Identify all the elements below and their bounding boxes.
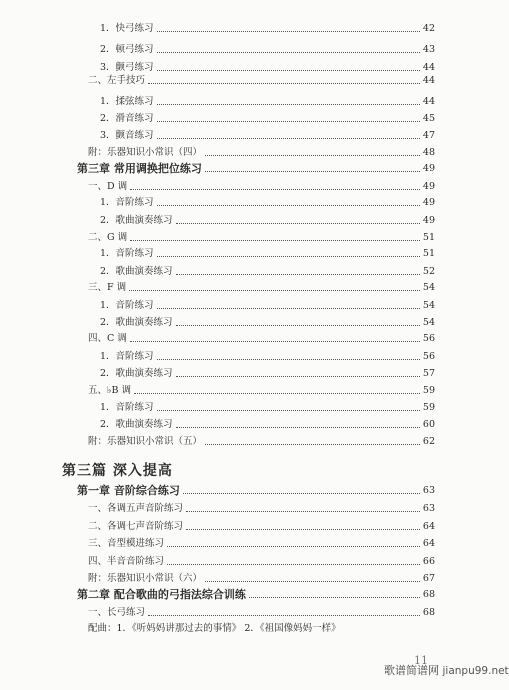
toc-entry-label: 附：乐器知识小常识（五） bbox=[88, 436, 203, 447]
toc-entry-page: 48 bbox=[422, 147, 435, 158]
dot-leader bbox=[157, 31, 420, 32]
toc-entry-page: 49 bbox=[422, 181, 435, 192]
watermark-name: 歌谱简谱网 bbox=[384, 664, 439, 677]
toc-entry[interactable] bbox=[100, 40, 435, 56]
watermark-url: jianpu99.net bbox=[442, 665, 509, 677]
toc-entry-page: 56 bbox=[422, 351, 435, 362]
toc-entry-label: 1．音阶练习 bbox=[100, 402, 154, 413]
toc-entry-label: 2．歌曲演奏练习 bbox=[100, 368, 173, 379]
toc-entry-label: 第三章 常用调换把位练习 bbox=[77, 162, 202, 175]
toc-entry-label: 2．歌曲演奏练习 bbox=[100, 215, 173, 226]
toc-entry[interactable] bbox=[88, 569, 435, 585]
toc-entry-page: 67 bbox=[422, 573, 435, 584]
toc-entry-label: 四、C 调 bbox=[88, 333, 127, 344]
toc-entry-page: 45 bbox=[422, 113, 435, 124]
toc-entry[interactable] bbox=[100, 398, 435, 414]
dot-leader bbox=[176, 376, 420, 377]
dot-leader bbox=[129, 290, 420, 291]
toc-entry-page: 54 bbox=[422, 317, 435, 328]
toc-entry-page: 68 bbox=[422, 607, 435, 618]
toc-entry-label: 二、G 调 bbox=[88, 232, 128, 243]
toc-entry[interactable] bbox=[88, 177, 435, 193]
toc-entry-label: 四、半音音阶练习 bbox=[88, 556, 165, 567]
toc-entry-label: 2．歌曲演奏练习 bbox=[100, 266, 173, 277]
toc-entry[interactable] bbox=[100, 92, 435, 108]
toc-entry-label: 第一章 音阶综合练习 bbox=[77, 484, 180, 497]
watermark bbox=[384, 662, 509, 678]
toc-entry-page: 60 bbox=[422, 419, 435, 430]
toc-entry-page: 44 bbox=[422, 75, 435, 86]
dot-leader bbox=[157, 121, 420, 122]
dot-leader bbox=[148, 615, 420, 616]
toc-entry[interactable] bbox=[100, 19, 435, 35]
toc-entry[interactable] bbox=[88, 534, 435, 550]
toc-entry-page: 63 bbox=[422, 485, 435, 496]
toc-chapter-entry[interactable] bbox=[77, 585, 435, 601]
toc-entry-label: 三、F 调 bbox=[88, 282, 127, 293]
dot-leader bbox=[205, 155, 420, 156]
dot-leader bbox=[130, 341, 420, 342]
dot-leader bbox=[157, 410, 420, 411]
pairing-songs-line: 配曲：1．《听妈妈讲那过去的事情》 2．《祖国像妈妈一样》 bbox=[88, 623, 341, 634]
toc-entry-label: 二、各调七声音阶练习 bbox=[88, 521, 184, 532]
toc-entry[interactable] bbox=[100, 126, 435, 142]
dot-leader bbox=[249, 597, 420, 598]
dot-leader bbox=[176, 274, 420, 275]
toc-entry[interactable] bbox=[88, 228, 435, 244]
toc-entry[interactable] bbox=[88, 71, 435, 87]
dot-leader bbox=[157, 308, 420, 309]
dot-leader bbox=[205, 444, 420, 445]
dot-leader bbox=[157, 104, 420, 105]
toc-entry[interactable] bbox=[100, 244, 435, 260]
toc-entry[interactable] bbox=[88, 329, 435, 345]
toc-entry[interactable] bbox=[100, 193, 435, 209]
toc-entry-page: 56 bbox=[422, 333, 435, 344]
toc-entry-label: 1．音阶练习 bbox=[100, 197, 154, 208]
dot-leader bbox=[148, 83, 420, 84]
toc-entry-page: 62 bbox=[422, 436, 435, 447]
dot-leader bbox=[134, 393, 420, 394]
toc-entry-label: 1．快弓练习 bbox=[100, 23, 154, 34]
toc-entry[interactable] bbox=[100, 313, 435, 329]
dot-leader bbox=[157, 138, 420, 139]
dot-leader bbox=[186, 511, 420, 512]
toc-entry-page: 49 bbox=[422, 215, 435, 226]
toc-entry-label: 三、音型模进练习 bbox=[88, 538, 165, 549]
toc-entry[interactable] bbox=[88, 278, 435, 294]
toc-entry-label: 2．歌曲演奏练习 bbox=[100, 317, 173, 328]
dot-leader bbox=[167, 564, 420, 565]
toc-entry[interactable] bbox=[88, 499, 435, 515]
toc-entry[interactable] bbox=[100, 415, 435, 431]
toc-entry-label: 1．音阶练习 bbox=[100, 248, 154, 259]
toc-entry[interactable] bbox=[100, 347, 435, 363]
toc-entry-page: 64 bbox=[422, 538, 435, 549]
toc-entry[interactable] bbox=[88, 143, 435, 159]
toc-entry-page: 54 bbox=[422, 282, 435, 293]
toc-entry-page: 49 bbox=[422, 197, 435, 208]
toc-entry-label: 一、长弓练习 bbox=[88, 607, 146, 618]
toc-entry[interactable] bbox=[100, 364, 435, 380]
dot-leader bbox=[186, 529, 420, 530]
toc-entry-page: 47 bbox=[422, 130, 435, 141]
toc-entry-page: 44 bbox=[422, 96, 435, 107]
toc-entry-label: 五、♭B 调 bbox=[88, 385, 131, 396]
toc-entry-label: 3．颤音练习 bbox=[100, 130, 154, 141]
toc-chapter-entry[interactable] bbox=[77, 481, 435, 497]
dot-leader bbox=[157, 359, 420, 360]
toc-entry-label: 一、各调五声音阶练习 bbox=[88, 503, 184, 514]
dot-leader bbox=[157, 256, 420, 257]
dot-leader bbox=[205, 581, 420, 582]
toc-entry-page: 51 bbox=[422, 248, 435, 259]
dot-leader bbox=[183, 493, 420, 494]
toc-entry-page: 42 bbox=[422, 23, 435, 34]
toc-entry[interactable] bbox=[100, 109, 435, 125]
page-number: 11 bbox=[414, 654, 428, 667]
dot-leader bbox=[157, 52, 420, 53]
toc-entry-page: 51 bbox=[422, 232, 435, 243]
toc-entry-label: 1．音阶练习 bbox=[100, 351, 154, 362]
dot-leader bbox=[130, 189, 420, 190]
dot-leader bbox=[176, 325, 420, 326]
dot-leader bbox=[205, 171, 420, 172]
toc-entry-page: 59 bbox=[422, 385, 435, 396]
dot-leader bbox=[176, 427, 420, 428]
toc-entry-label: 1．音阶练习 bbox=[100, 300, 154, 311]
toc-entry-page: 44 bbox=[422, 62, 435, 73]
toc-entry-page: 57 bbox=[422, 368, 435, 379]
toc-entry-page: 43 bbox=[422, 44, 435, 55]
toc-entry-page: 66 bbox=[422, 556, 435, 567]
toc-entry-page: 54 bbox=[422, 300, 435, 311]
toc-entry-label: 附：乐器知识小常识（六） bbox=[88, 573, 203, 584]
toc-entry-page: 52 bbox=[422, 266, 435, 277]
toc-entry-label: 第二章 配合歌曲的弓指法综合训练 bbox=[77, 588, 246, 601]
toc-entry-label: 一、D 调 bbox=[88, 181, 128, 192]
part-title: 第三篇 深入提高 bbox=[62, 463, 173, 479]
toc-entry[interactable] bbox=[100, 262, 435, 278]
toc-entry-label: 1．揉弦练习 bbox=[100, 96, 154, 107]
dot-leader bbox=[176, 223, 420, 224]
toc-entry-page: 49 bbox=[422, 163, 435, 174]
dot-leader bbox=[130, 240, 420, 241]
toc-entry-label: 二、左手技巧 bbox=[88, 75, 146, 86]
toc-entry-label: 附：乐器知识小常识（四） bbox=[88, 147, 203, 158]
toc-entry[interactable] bbox=[100, 211, 435, 227]
toc-chapter-entry[interactable] bbox=[77, 159, 435, 175]
toc-entry[interactable] bbox=[88, 603, 435, 619]
toc-entry[interactable] bbox=[88, 552, 435, 568]
dot-leader bbox=[157, 205, 420, 206]
toc-entry[interactable] bbox=[88, 432, 435, 448]
toc-entry-label: 2．歌曲演奏练习 bbox=[100, 419, 173, 430]
toc-entry-page: 64 bbox=[422, 521, 435, 532]
toc-entry[interactable] bbox=[88, 381, 435, 397]
dot-leader bbox=[167, 546, 420, 547]
toc-entry-page: 59 bbox=[422, 402, 435, 413]
toc-entry-label: 2．滑音练习 bbox=[100, 113, 154, 124]
toc-entry-page: 63 bbox=[422, 503, 435, 514]
toc-entry[interactable] bbox=[100, 296, 435, 312]
toc-entry[interactable] bbox=[88, 517, 435, 533]
toc-entry-page: 68 bbox=[422, 589, 435, 600]
toc-entry-label: 2．顿弓练习 bbox=[100, 44, 154, 55]
toc-entry-label: 3．颤弓练习 bbox=[100, 62, 154, 73]
